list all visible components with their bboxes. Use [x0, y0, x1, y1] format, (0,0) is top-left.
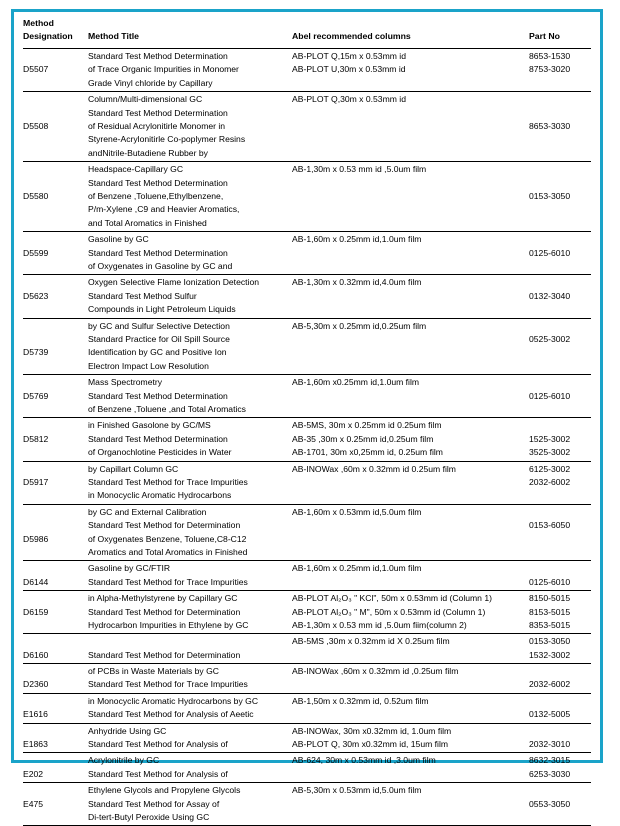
- recommended-column-line: [292, 247, 542, 260]
- part-number-cell: [529, 419, 591, 459]
- recommended-column-line: AB-1,60m x 0.53mm id,5.0um film: [292, 506, 422, 517]
- table-row: [23, 505, 591, 562]
- method-title-line: Standard Test Method Determination: [88, 390, 228, 401]
- method-title-line: of Benzene ,Toluene ,and Total Aromatics: [88, 403, 246, 414]
- method-title-line: Standard Test Method for Trace Impurities: [88, 679, 248, 690]
- recommended-column-line: [292, 403, 542, 416]
- method-title-cell: [88, 163, 288, 230]
- part-number-line: 8753-3020: [529, 64, 571, 75]
- method-title-line: Standard Test Method Sulfur: [88, 290, 197, 301]
- method-designation: D5739: [23, 347, 49, 358]
- part-number-line: 2032-6002: [529, 476, 571, 487]
- part-number-line: 0132-3040: [529, 290, 571, 301]
- recommended-column-cell: [292, 93, 542, 160]
- method-title-line: Styrene-Acrylonitirle Co-poplymer Resins: [88, 134, 246, 145]
- method-title-line: Ethylene Glycols and Propylene Glycols: [88, 785, 241, 796]
- recommended-column-cell: [292, 665, 542, 692]
- method-title-cell: [88, 233, 288, 273]
- method-title-line: in Monocyclic Aromatic Hydrocarbons: [88, 490, 232, 501]
- table-row: [23, 375, 591, 418]
- table-row: [23, 49, 591, 92]
- recommended-column-line: [292, 768, 542, 781]
- method-title-line: Di-tert-Butyl Peroxide Using GC: [88, 812, 210, 823]
- part-number-line: [529, 403, 591, 416]
- recommended-column-line: AB-5,30m x 0.25mm id,0.25um film: [292, 320, 427, 331]
- part-number-line: 0153-6050: [529, 520, 571, 531]
- part-number-line: 2032-3010: [529, 739, 571, 750]
- header-part-no: Part No: [529, 31, 560, 41]
- part-number-line: 0132-5005: [529, 709, 571, 720]
- part-number-line: [529, 489, 591, 502]
- part-number-line: 0153-3050: [529, 190, 571, 201]
- method-title-cell: [88, 276, 288, 316]
- recommended-column-line: [292, 476, 542, 489]
- method-title-line: in Finished Gasolone by GC/MS: [88, 420, 211, 431]
- method-title-line: in Alpha-Methylstyrene by Capillary GC: [88, 593, 238, 604]
- recommended-column-line: [292, 290, 542, 303]
- method-title-line: of Oxygenates in Gasoline by GC and: [88, 260, 233, 271]
- method-title-cell: [88, 506, 288, 560]
- recommended-column-line: AB-PLOT Al₂O₃ " KCl", 50m x 0.53mm id (Column 1): [292, 593, 492, 604]
- recommended-column-line: [292, 533, 542, 546]
- header-designation-line1: Method: [23, 18, 54, 28]
- part-number-line: [529, 260, 591, 273]
- part-number-cell: [529, 233, 591, 273]
- part-number-line: [529, 107, 591, 120]
- part-number-line: [529, 360, 591, 373]
- part-number-cell: [529, 276, 591, 316]
- part-number-line: 8653-1530: [529, 51, 571, 61]
- part-number-line: [529, 546, 591, 559]
- method-title-line: Standard Test Method for Trace Impurities: [88, 576, 248, 587]
- method-title-line: Standard Test Method Determination: [88, 107, 228, 118]
- recommended-column-cell: [292, 50, 542, 90]
- part-number-line: [529, 506, 591, 519]
- table-row: [23, 724, 591, 754]
- part-number-line: [529, 177, 591, 190]
- part-number-line: 8632-3015: [529, 755, 571, 766]
- method-title-cell: [88, 695, 288, 722]
- method-title-line: Standard Test Method Determination: [88, 247, 228, 258]
- recommended-column-line: AB-1,60m x 0.25mm id,1.0um film: [292, 563, 422, 574]
- part-number-cell: [529, 754, 591, 781]
- method-designation: D5812: [23, 433, 49, 444]
- recommended-column-line: [292, 217, 542, 230]
- method-title-cell: [88, 592, 288, 632]
- method-title-cell: [88, 93, 288, 160]
- table-row: [23, 783, 591, 826]
- part-number-cell: [529, 376, 591, 416]
- recommended-column-line: [292, 346, 542, 359]
- method-title-cell: [88, 376, 288, 416]
- recommended-column-line: AB-1,60m x 0.25mm id,1.0um film: [292, 234, 422, 245]
- table-row: [23, 462, 591, 505]
- part-number-line: [529, 163, 591, 176]
- method-title-line: Standard Test Method Determination: [88, 51, 228, 61]
- method-designation: D5599: [23, 247, 49, 258]
- recommended-column-line: [292, 107, 542, 120]
- method-designation: E1616: [23, 709, 48, 720]
- part-number-line: 1532-3002: [529, 649, 571, 660]
- table-row: [23, 418, 591, 461]
- part-number-line: [529, 320, 591, 333]
- part-number-line: [529, 376, 591, 389]
- method-title-line: in Monocyclic Aromatic Hydrocarbons by GC: [88, 695, 259, 706]
- method-designation: D5580: [23, 190, 49, 201]
- method-table: [23, 17, 591, 826]
- recommended-column-line: [292, 649, 542, 662]
- recommended-column-line: [292, 260, 542, 273]
- method-title-line: Standard Test Method for Determination: [88, 649, 241, 660]
- part-number-line: 0553-3050: [529, 798, 571, 809]
- method-title-line: P/m-Xylene ,C9 and Heavier Aromatics,: [88, 204, 240, 215]
- recommended-column-line: [292, 77, 542, 90]
- part-number-line: [529, 93, 591, 106]
- part-number-line: [529, 562, 591, 575]
- document-frame: [11, 9, 603, 823]
- recommended-column-line: AB-PLOT Q,15m x 0.53mm id: [292, 51, 406, 61]
- recommended-column-line: AB-1,50m x 0.32mm id, 0.52um film: [292, 695, 429, 706]
- table-row: [23, 694, 591, 724]
- part-number-cell: [529, 463, 591, 503]
- recommended-column-line: AB-1,60m x0.25mm id,1.0um film: [292, 377, 420, 388]
- part-number-line: [529, 695, 591, 708]
- part-number-line: [529, 133, 591, 146]
- method-title-line: Column/Multi-dimensional GC: [88, 94, 203, 105]
- recommended-column-line: [292, 798, 542, 811]
- method-title-line: Standard Test Method for Assay of: [88, 798, 220, 809]
- part-number-line: 8150-5015: [529, 593, 571, 604]
- part-number-line: 1525-3002: [529, 433, 571, 444]
- method-title-line: andNitrile-Butadiene Rubber by: [88, 147, 208, 158]
- recommended-column-cell: [292, 233, 542, 273]
- part-number-cell: [529, 725, 591, 752]
- recommended-column-cell: [292, 276, 542, 316]
- method-title-line: Grade Vinyl chloride by Capillary: [88, 77, 213, 88]
- method-title-line: Standard Test Method Determination: [88, 433, 228, 444]
- header-designation-line2: Designation: [23, 31, 73, 41]
- recommended-column-line: AB-35 ,30m x 0.25mm id,0.25um film: [292, 433, 434, 444]
- part-number-line: 0153-3050: [529, 636, 571, 647]
- method-title-line: Standard Test Method Determination: [88, 177, 228, 188]
- part-number-line: 0125-6010: [529, 390, 571, 401]
- recommended-column-line: [292, 678, 542, 691]
- table-row: [23, 753, 591, 783]
- table-row: [23, 561, 591, 591]
- recommended-column-line: [292, 190, 542, 203]
- recommended-column-cell: [292, 376, 542, 416]
- recommended-column-line: [292, 133, 542, 146]
- recommended-column-line: AB-1,30m x 0.53 mm id ,5.0um film: [292, 164, 427, 175]
- method-title-line: and Total Aromatics in Finished: [88, 217, 207, 228]
- recommended-column-line: AB-PLOT U,30m x 0.53mm id: [292, 64, 406, 75]
- part-number-line: 8153-5015: [529, 606, 571, 617]
- table-body: [23, 49, 591, 826]
- part-number-line: [529, 346, 591, 359]
- recommended-column-line: AB-5MS, 30m x 0.25mm id 0.25um film: [292, 420, 442, 431]
- recommended-column-line: [292, 333, 542, 346]
- recommended-column-line: AB-5MS ,30m x 0.32mm id X 0.25um film: [292, 636, 450, 647]
- method-title-cell: [88, 784, 288, 824]
- method-designation: E202: [23, 768, 44, 779]
- recommended-column-cell: [292, 784, 542, 824]
- recommended-column-line: [292, 203, 542, 216]
- table-row: [23, 591, 591, 634]
- part-number-line: 0525-3002: [529, 333, 571, 344]
- part-number-line: 6253-3030: [529, 768, 571, 779]
- method-designation: D2360: [23, 679, 49, 690]
- part-number-line: [529, 77, 591, 90]
- method-title-cell: [88, 754, 288, 781]
- recommended-column-line: AB-PLOT Al₂O₃ " M", 50m x 0.53mm id (Column 1): [292, 606, 486, 617]
- part-number-line: 8653-3030: [529, 120, 571, 131]
- recommended-column-cell: [292, 635, 542, 662]
- header-columns: Abel recommended columns: [292, 31, 411, 41]
- part-number-line: 0125-6010: [529, 576, 571, 587]
- recommended-column-line: [292, 546, 542, 559]
- recommended-column-line: AB-1701, 30m x0,25mm id, 0.25um film: [292, 447, 443, 458]
- recommended-column-cell: [292, 695, 542, 722]
- recommended-column-line: [292, 177, 542, 190]
- header-method-title: Method Title: [88, 31, 139, 41]
- recommended-column-line: AB-5,30m x 0.53mm id,5.0um film: [292, 785, 422, 796]
- method-designation: D6159: [23, 606, 49, 617]
- method-title-line: Standard Test Method for Analysis of: [88, 768, 228, 779]
- method-title-line: Standard Test Method for Trace Impurities: [88, 476, 248, 487]
- method-designation: E475: [23, 798, 44, 809]
- recommended-column-cell: [292, 754, 542, 781]
- part-number-line: 8353-5015: [529, 619, 571, 630]
- table-header: [23, 17, 591, 49]
- part-number-line: [529, 811, 591, 824]
- method-title-line: of Oxygenates Benzene, Toluene,C8-C12: [88, 533, 247, 544]
- method-title-line: Standard Practice for Oil Spill Source: [88, 333, 230, 344]
- table-row: [23, 634, 591, 664]
- recommended-column-line: [292, 811, 542, 824]
- method-title-line: Gasoline by GC: [88, 234, 149, 245]
- part-number-cell: [529, 93, 591, 160]
- method-title-line: Headspace-Capillary GC: [88, 164, 184, 175]
- recommended-column-line: AB-INOWax ,60m x 0.32mm id ,0.25um film: [292, 666, 459, 677]
- part-number-line: [529, 533, 591, 546]
- recommended-column-line: [292, 708, 542, 721]
- method-title-line: of Benzene ,Toluene,Ethylbenzene,: [88, 190, 224, 201]
- recommended-column-line: [292, 519, 542, 532]
- part-number-cell: [529, 784, 591, 824]
- method-title-line: Standard Test Method for Analysis of Aeetic: [88, 709, 254, 720]
- part-number-line: [529, 276, 591, 289]
- method-title-line: of Trace Organic Impurities in Monomer: [88, 64, 239, 75]
- method-title-line: of Organochlotine Pesticides in Water: [88, 447, 232, 458]
- recommended-column-line: AB-PLOT Q,30m x 0.53mm id: [292, 94, 406, 105]
- method-title-line: Identification by GC and Positive Ion: [88, 347, 227, 358]
- recommended-column-line: AB-1,30m x 0.53 mm id ,5.0um fiim(column 2): [292, 619, 467, 630]
- recommended-column-line: [292, 576, 542, 589]
- method-title-line: [88, 635, 288, 648]
- method-designation: D6144: [23, 576, 49, 587]
- recommended-column-cell: [292, 725, 542, 752]
- recommended-column-line: [292, 489, 542, 502]
- method-designation: D5769: [23, 390, 49, 401]
- method-designation: D5917: [23, 476, 49, 487]
- method-title-cell: [88, 562, 288, 589]
- method-title-line: Mass Spectrometry: [88, 377, 163, 388]
- method-designation: D5508: [23, 120, 49, 131]
- method-title-line: Hydrocarbon Impurities in Ethylene by GC: [88, 619, 249, 630]
- method-title-line: Gasoline by GC/FTIR: [88, 563, 171, 574]
- part-number-line: 3525-3002: [529, 447, 571, 458]
- part-number-line: [529, 233, 591, 246]
- part-number-line: 2032-6002: [529, 679, 571, 690]
- method-title-cell: [88, 635, 288, 662]
- part-number-line: [529, 203, 591, 216]
- method-title-line: Anhydride Using GC: [88, 725, 167, 736]
- part-number-cell: [529, 635, 591, 662]
- part-number-cell: [529, 665, 591, 692]
- table-row: [23, 275, 591, 318]
- recommended-column-cell: [292, 592, 542, 632]
- method-title-line: Aromatics and Total Aromatics in Finished: [88, 546, 248, 557]
- part-number-cell: [529, 506, 591, 560]
- part-number-line: [529, 303, 591, 316]
- recommended-column-line: AB-INOWax ,60m x 0.32mm id 0.25um film: [292, 463, 456, 474]
- method-title-line: Compounds in Light Petroleum Liquids: [88, 304, 236, 315]
- part-number-line: [529, 784, 591, 797]
- method-title-cell: [88, 419, 288, 459]
- recommended-column-line: [292, 390, 542, 403]
- part-number-line: [529, 217, 591, 230]
- recommended-column-line: [292, 120, 542, 133]
- method-title-line: Oxygen Selective Flame Ionization Detection: [88, 277, 260, 288]
- method-title-cell: [88, 320, 288, 374]
- method-designation: D6160: [23, 649, 49, 660]
- method-title-line: by GC and Sulfur Selective Detection: [88, 320, 230, 331]
- part-number-line: 6125-3002: [529, 463, 571, 474]
- part-number-cell: [529, 320, 591, 374]
- recommended-column-cell: [292, 163, 542, 230]
- table-row: [23, 319, 591, 376]
- method-title-line: Standard Test Method for Determination: [88, 606, 241, 617]
- recommended-column-cell: [292, 562, 542, 589]
- method-designation: D5986: [23, 533, 49, 544]
- recommended-column-line: AB-INOWax, 30m x0.32mm id, 1.0um film: [292, 725, 452, 736]
- part-number-cell: [529, 592, 591, 632]
- part-number-cell: [529, 50, 591, 90]
- method-title-line: by Capillart Column GC: [88, 463, 179, 474]
- method-designation: D5507: [23, 64, 49, 75]
- part-number-line: 0125-6010: [529, 247, 571, 258]
- recommended-column-cell: [292, 320, 542, 374]
- recommended-column-cell: [292, 419, 542, 459]
- method-title-cell: [88, 50, 288, 90]
- part-number-cell: [529, 163, 591, 230]
- recommended-column-cell: [292, 506, 542, 560]
- table-row: [23, 92, 591, 162]
- method-title-line: of PCBs in Waste Materials by GC: [88, 666, 220, 677]
- recommended-column-line: AB-1,30m x 0.32mm id,4.0um film: [292, 277, 422, 288]
- recommended-column-line: AB-PLOT Q, 30m x0.32mm id, 15um film: [292, 739, 449, 750]
- part-number-line: [529, 665, 591, 678]
- table-row: [23, 664, 591, 694]
- method-title-line: by GC and External Calibration: [88, 506, 207, 517]
- method-title-line: Electron Impact Low Resolution: [88, 360, 209, 371]
- method-title-line: Standard Test Method for Analysis of: [88, 739, 228, 750]
- method-title-line: of Residual Acrylonitirle Monomer in: [88, 120, 226, 131]
- table-row: [23, 232, 591, 275]
- method-designation: D5623: [23, 290, 49, 301]
- recommended-column-cell: [292, 463, 542, 503]
- method-title-cell: [88, 725, 288, 752]
- recommended-column-line: [292, 303, 542, 316]
- recommended-column-line: [292, 360, 542, 373]
- method-designation: E1863: [23, 739, 48, 750]
- method-title-line: Acrylonitrile by GC: [88, 755, 160, 766]
- part-number-line: [529, 147, 591, 160]
- recommended-column-line: AB-624, 30m x 0.53mm id ,3.0um film: [292, 755, 436, 766]
- method-title-line: Standard Test Method for Determination: [88, 520, 241, 531]
- part-number-cell: [529, 695, 591, 722]
- table-row: [23, 162, 591, 232]
- part-number-line: [529, 725, 591, 738]
- recommended-column-line: [292, 147, 542, 160]
- method-title-cell: [88, 463, 288, 503]
- part-number-line: [529, 419, 591, 432]
- part-number-cell: [529, 562, 591, 589]
- method-title-cell: [88, 665, 288, 692]
